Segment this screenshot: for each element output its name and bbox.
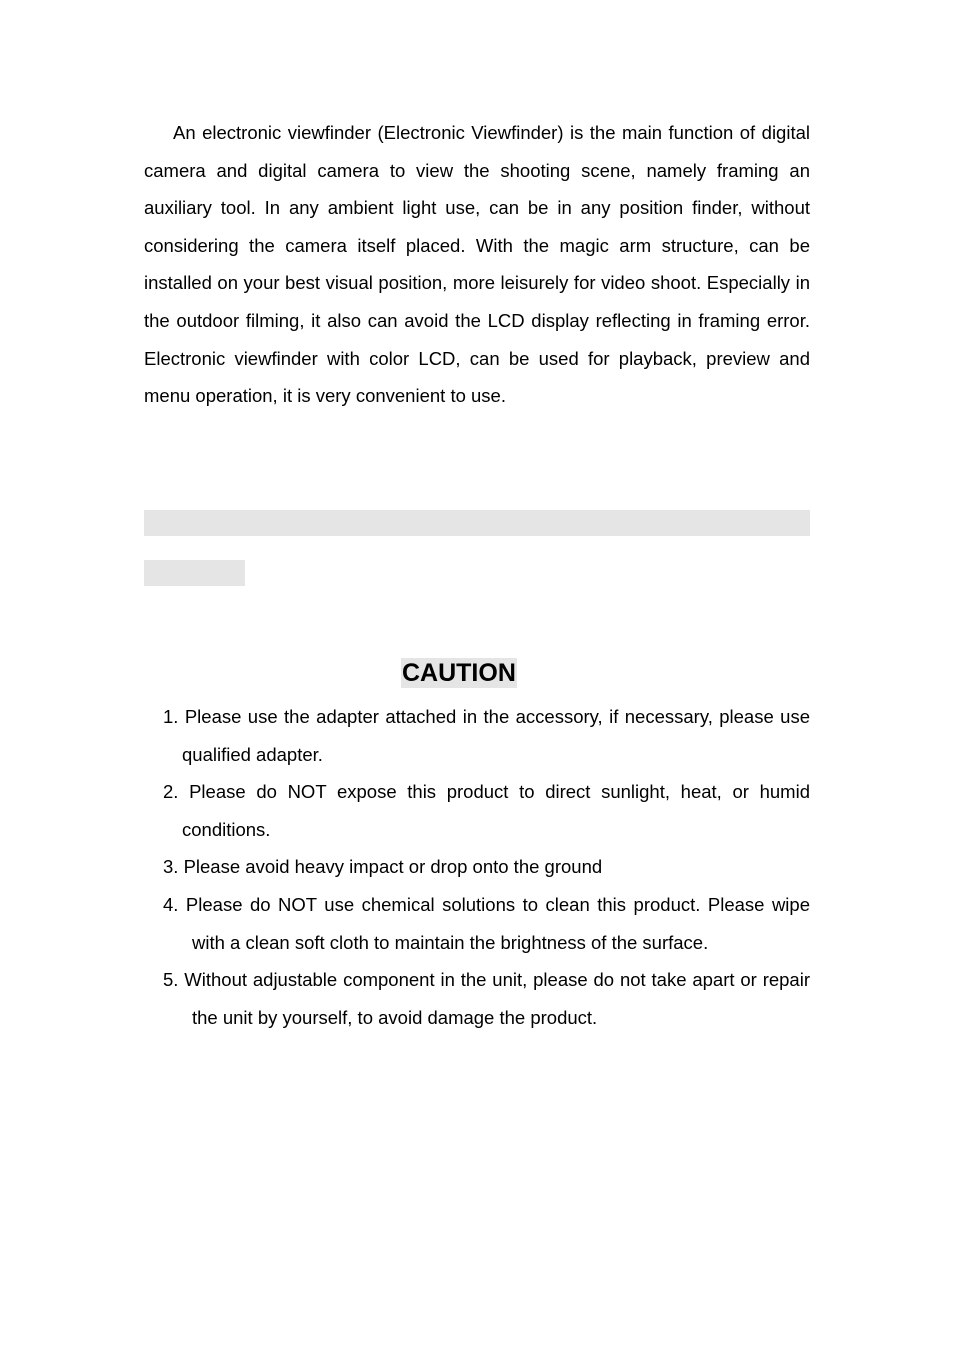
caution-item-4: 4. Please do NOT use chemical solutions to clean this product. Please wipe with a clean soft cloth to maintain the brightness of the surface.	[163, 893, 810, 953]
highlight-bar-short	[144, 560, 245, 586]
caution-list	[163, 698, 810, 1036]
intro-paragraph: An electronic viewfinder (Electronic Viewfinder) is the main function of digital camera and digital camera to view the shooting scene, namely framing an auxiliary tool. In any ambient light use, can be in any position finder, without considering the camera itself placed. With the magic arm structure, can be installed on your best visual position, more leisurely for video shoot. Especially in the outdoor filming, it also can avoid the LCD display reflecting in framing error. Electronic viewfinder with color LCD, can be used for playback, preview and menu operation, it is very convenient to use.	[144, 122, 810, 407]
caution-title: CAUTION	[402, 659, 516, 687]
caution-item-1: 1. Please use the adapter attached in the accessory, if necessary, please use qualified adapter.	[163, 706, 810, 765]
caution-item-5: 5. Without adjustable component in the unit, please do not take apart or repair the unit by yourself, to avoid damage the product.	[163, 969, 810, 1028]
caution-item-2: 2. Please do NOT expose this product to direct sunlight, heat, or humid conditions.	[163, 781, 810, 840]
caution-item-3: 3. Please avoid heavy impact or drop onto the ground	[163, 856, 603, 878]
highlight-bar-wide	[144, 510, 810, 536]
